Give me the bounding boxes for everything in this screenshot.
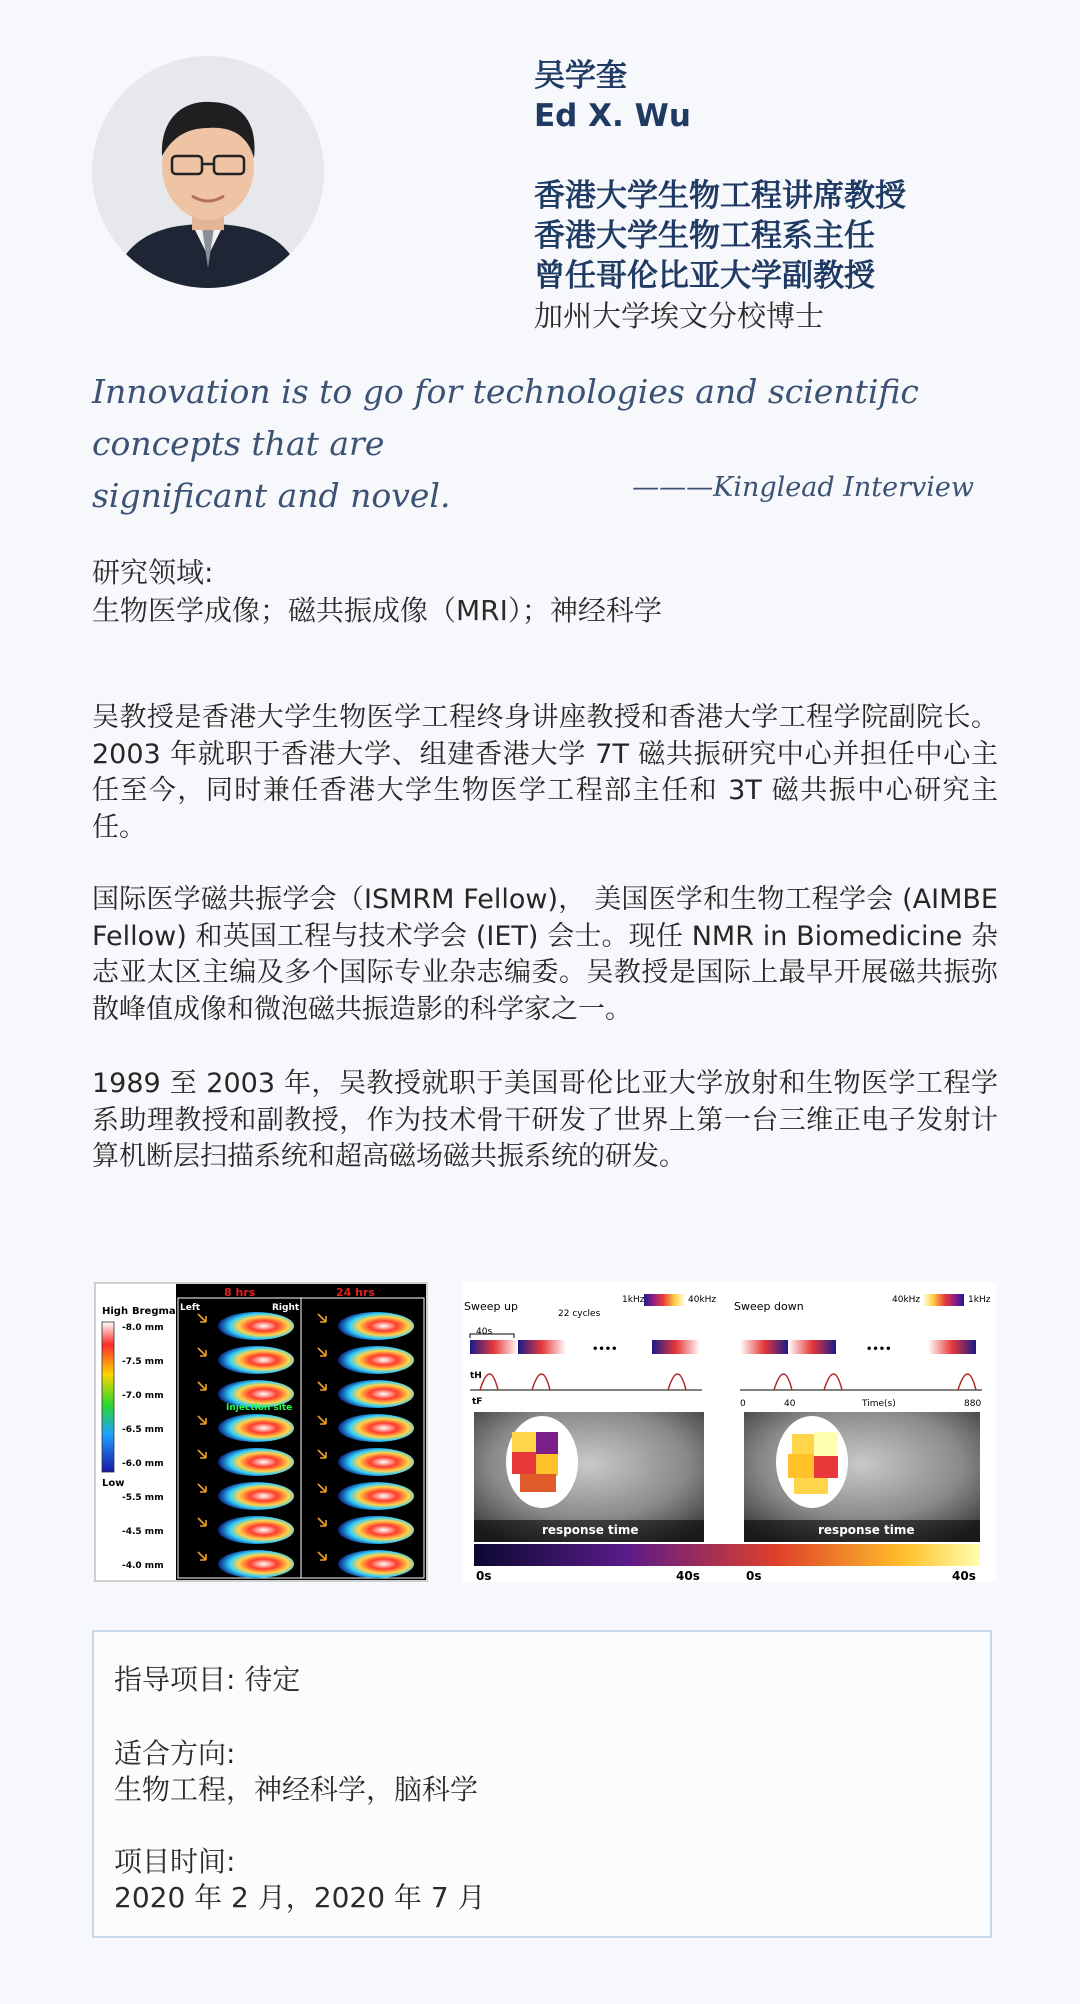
freq-low-right: 1kHz: [968, 1295, 991, 1305]
bregma-label: Bregma: [132, 1306, 176, 1317]
time-label: 项目时间:: [114, 1845, 236, 1878]
bio-paragraph-3: 1989 至 2003 年，吴教授就职于美国哥伦比亚大学放射和生物医学工程学系助理教授和副教授，作为技术骨干研发了世界上第一台三维正电子发射计算机断层扫描系统和超高磁场磁共振系统的研发。: [92, 1068, 998, 1172]
brain-slice: [338, 1550, 414, 1578]
research-area: [92, 554, 662, 630]
brain-slice: [218, 1448, 294, 1476]
scale-low: Low: [102, 1478, 125, 1489]
dots-left: ••••: [592, 1344, 618, 1355]
t0-label: 0: [740, 1399, 746, 1409]
quote-line-2: significant and novel.: [92, 476, 451, 515]
avatar: [92, 56, 324, 288]
guidance-box: [92, 1630, 992, 1938]
freq-high-left: 40kHz: [688, 1295, 717, 1305]
title-3: 曾任哥伦比亚大学副教授: [534, 258, 875, 294]
project-value: 待定: [244, 1663, 301, 1696]
time-value: 2020 年 2 月，2020 年 7 月: [114, 1881, 486, 1914]
brain-slice: [218, 1516, 294, 1544]
brain-slice: [218, 1312, 294, 1340]
depth-label: -4.0 mm: [122, 1561, 164, 1571]
brain-slice: [338, 1414, 414, 1442]
title-1: 香港大学生物工程讲席教授: [534, 178, 906, 214]
degree: 加州大学埃文分校博士: [534, 299, 825, 333]
quote-source: ———Kinglead Interview: [632, 472, 974, 503]
depth-label: -8.0 mm: [122, 1323, 164, 1333]
th-label: tH: [470, 1371, 482, 1381]
dur-label: 40s: [476, 1327, 493, 1337]
bio-paragraph-2: 国际医学磁共振学会（ISMRM Fellow)， 美国医学和生物工程学会 (AIMBE Fellow) 和英国工程与技术学会 (IET) 会士。现任 NMR in Biomedicine 杂志亚太区主编及多个国际专业杂志编委。吴教授是国际上最早开展磁共振弥散峰值成像和微泡磁共振造影的科学家之一。: [92, 884, 998, 1025]
portrait-image: [92, 56, 324, 288]
brain-slice: [218, 1482, 294, 1510]
col-label-8hrs: 8 hrs: [224, 1286, 256, 1299]
research-label: 研究领域:: [92, 556, 214, 589]
quote-line-1: Innovation is to go for technologies and scientific concepts that are: [92, 372, 919, 463]
sweep-up-label: Sweep up: [464, 1300, 518, 1313]
response-label-left: response time: [542, 1523, 639, 1537]
name-chinese: 吴学奎: [534, 58, 627, 94]
freq-low-left: 1kHz: [622, 1295, 645, 1305]
profile-header: [534, 56, 906, 336]
scale-high: High: [102, 1306, 129, 1317]
colorbar-max-right: 40s: [952, 1569, 976, 1582]
freq-high-right: 40kHz: [892, 1295, 921, 1305]
injection-label: Injection site: [226, 1403, 293, 1413]
response-label-right: response time: [818, 1523, 915, 1537]
brain-slice: [338, 1448, 414, 1476]
brain-slice: [218, 1550, 294, 1578]
brain-slice: [338, 1380, 414, 1408]
project-row: [114, 1662, 300, 1698]
depth-label: -6.5 mm: [122, 1425, 164, 1435]
depth-label: -7.0 mm: [122, 1391, 164, 1401]
brain-slice: [338, 1312, 414, 1340]
side-right: Right: [272, 1303, 300, 1313]
depth-label: -7.5 mm: [122, 1357, 164, 1367]
project-label: 指导项目:: [114, 1663, 236, 1696]
depth-label: -5.5 mm: [122, 1493, 164, 1503]
direction-label: 适合方向:: [114, 1737, 236, 1770]
research-fields: 生物医学成像；磁共振成像（MRI）；神经科学: [92, 594, 662, 627]
brain-slice: [338, 1346, 414, 1374]
t40-label: 40: [784, 1399, 796, 1409]
figure-brain-mri: [94, 1282, 428, 1582]
depth-label: -6.0 mm: [122, 1459, 164, 1469]
figure-sweep-response: [462, 1282, 996, 1582]
time-axis-label: Time(s): [862, 1399, 896, 1409]
colorbar-min-right: 0s: [746, 1569, 762, 1582]
cycles-label: 22 cycles: [558, 1309, 601, 1319]
brain-slice: [338, 1482, 414, 1510]
direction-value: 生物工程，神经科学，脑科学: [114, 1773, 479, 1806]
depth-label: -4.5 mm: [122, 1527, 164, 1537]
title-2: 香港大学生物工程系主任: [534, 218, 875, 254]
sweep-down-label: Sweep down: [734, 1300, 804, 1313]
brain-slice: [218, 1414, 294, 1442]
tf-label: tF: [472, 1397, 483, 1407]
col-label-24hrs: 24 hrs: [336, 1286, 375, 1299]
colorbar-min: 0s: [476, 1569, 492, 1582]
dots-right: ••••: [866, 1344, 892, 1355]
bio-paragraph-1: 吴教授是香港大学生物医学工程终身讲座教授和香港大学工程学院副院长。2003 年就职于香港大学、组建香港大学 7T 磁共振研究中心并担任中心主任至今，同时兼任香港大学生物医学工程部主任和 3T 磁共振中心研究主任。: [92, 702, 998, 843]
side-left: Left: [180, 1303, 201, 1313]
colorbar-max-left: 40s: [676, 1569, 700, 1582]
brain-slice: [338, 1516, 414, 1544]
name-english: Ed X. Wu: [534, 98, 691, 134]
t880-label: 880: [964, 1399, 982, 1409]
brain-slice: [218, 1346, 294, 1374]
